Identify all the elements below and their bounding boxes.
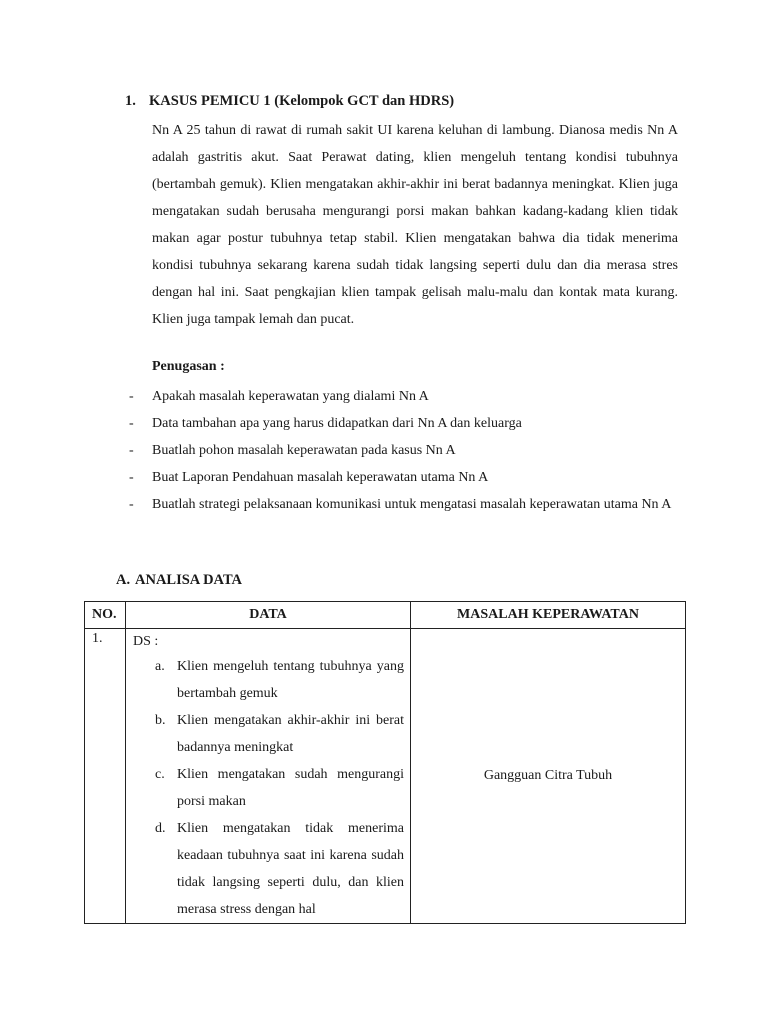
ds-item-text: Klien mengatakan tidak menerima keadaan tubuhnya saat ini karena sudah tidak langsing seperti dulu, dan klien merasa stress dengan hal: [177, 821, 404, 917]
table-header-row: [85, 602, 686, 629]
task-text: Apakah masalah keperawatan yang dialami Nn A: [152, 389, 429, 404]
task-text: Buatlah pohon masalah keperawatan pada kasus Nn A: [152, 443, 456, 458]
ds-label: DS :: [133, 634, 159, 649]
task-item: [129, 437, 684, 464]
data-cell: [126, 629, 411, 924]
section-number: A.: [116, 572, 131, 588]
task-list: [129, 383, 684, 518]
case-heading: [125, 93, 454, 110]
task-text: Data tambahan apa yang harus didapatkan dari Nn A dan keluarga: [152, 416, 522, 431]
section-title: ANALISA DATA: [135, 572, 243, 588]
task-item: [129, 383, 684, 410]
ds-item-letter: c.: [155, 767, 165, 782]
table-row: [85, 629, 686, 924]
ds-item-text: Klien mengeluh tentang tubuhnya yang bertambah gemuk: [177, 659, 404, 701]
problem-cell: Gangguan Citra Tubuh: [411, 629, 686, 924]
case-title: KASUS PEMICU 1 (Kelompok GCT dan HDRS): [149, 93, 455, 109]
task-text: Buatlah strategi pelaksanaan komunikasi untuk mengatasi masalah keperawatan utama Nn A: [152, 497, 672, 512]
bullet-dash: -: [129, 416, 134, 431]
case-description: Nn A 25 tahun di rawat di rumah sakit UI karena keluhan di lambung. Dianosa medis Nn A adalah gastritis akut. Saat Perawat dating, klien mengeluh tentang kondisi tubuhnya (bertambah gemuk). Klien mengatakan akhir-akhir ini berat badannya meningkat. Klien juga mengatakan sudah berusaha mengurangi porsi makan bahkan kadang-kadang klien tidak makan agar postur tubuhnya tetap stabil. Klien mengatakan bahwa dia tidak menerima kondisi tubuhnya sekarang karena sudah tidak langsing seperti dulu dan dia merasa stres dengan hal ini. Saat pengkajian klien tampak gelisah malu-malu dan kontak mata kurang. Klien juga tampak lemah dan pucat.: [152, 123, 678, 327]
ds-item-text: Klien mengatakan akhir-akhir ini berat badannya meningkat: [177, 713, 404, 755]
case-number: 1.: [125, 93, 136, 109]
ds-list: [133, 653, 404, 923]
ds-item-letter: b.: [155, 713, 166, 728]
ds-item-text: Klien mengatakan sudah mengurangi porsi makan: [177, 767, 404, 809]
bullet-dash: -: [129, 470, 134, 485]
tasks-title: Penugasan :: [152, 359, 225, 374]
bullet-dash: -: [129, 443, 134, 458]
ds-item: [133, 653, 404, 707]
ds-item-letter: a.: [155, 659, 165, 674]
header-problem: MASALAH KEPERAWATAN: [411, 602, 686, 629]
ds-item-letter: d.: [155, 821, 166, 836]
row-number: 1.: [85, 629, 126, 924]
ds-item: [133, 761, 404, 815]
task-item: [129, 410, 684, 437]
header-no: NO.: [85, 602, 126, 629]
bullet-dash: -: [129, 497, 134, 512]
ds-item: [133, 815, 404, 923]
ds-item: [133, 707, 404, 761]
header-data: DATA: [126, 602, 411, 629]
analysis-table: [84, 601, 686, 924]
section-heading: [116, 572, 242, 589]
task-text: Buat Laporan Pendahuan masalah keperawatan utama Nn A: [152, 470, 489, 485]
bullet-dash: -: [129, 389, 134, 404]
task-item: [129, 491, 684, 518]
task-item: [129, 464, 684, 491]
